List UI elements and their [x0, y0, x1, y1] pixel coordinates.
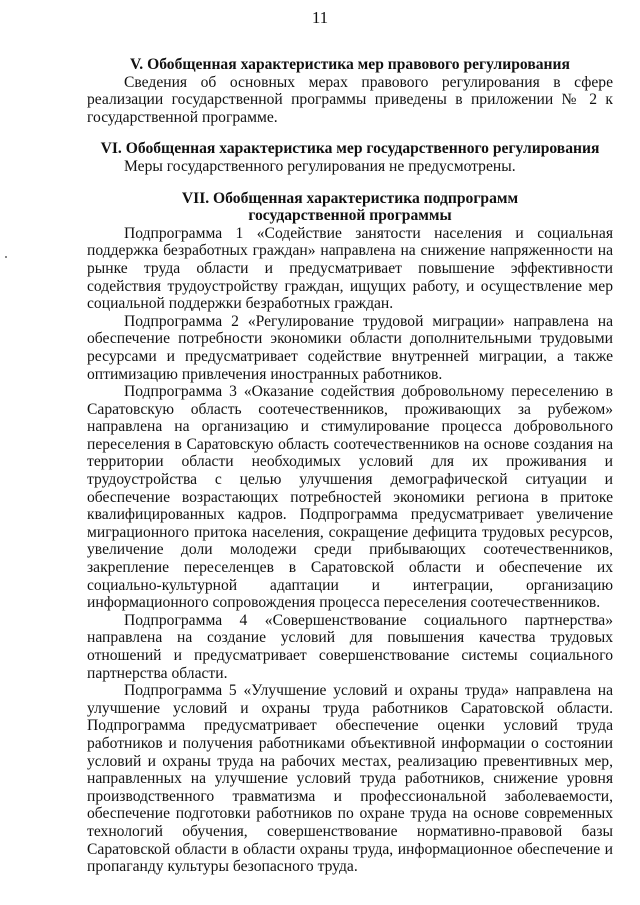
paragraph: Сведения об основных мерах правового регулирования в сфере реализации государственной программы приведены в приложении № 2 к государственной программе. [87, 73, 613, 126]
section-heading [87, 190, 613, 225]
paragraph: Меры государственного регулирования не предусмотрены. [124, 157, 516, 175]
section-heading [87, 56, 613, 74]
paragraph-subprogram-5: Подпрограмма 5 «Улучшение условий и охраны труда» направлена на улучшение условий и охраны труда работников Саратовской области. Подпрограмма предусматривает обеспечение оценки условий труда работников и получения работниками объективной информации о состоянии условий и охраны труда на рабочих местах, реализацию превентивных мер, направленных на улучшение условий труда работников, снижение уровня производственного травматизма и профессиональной заболеваемости, обеспечение подготовки работников по охране труда на основе современных технологий обучения, совершенствование нормативно-правовой базы Саратовской области в области охраны труда, информационное обеспечение и пропаганду культуры безопасного труда. [87, 682, 613, 876]
paragraph-subprogram-4: Подпрограмма 4 «Совершенствование социального партнерства» направлена на создание условий для повышения качества трудовых отношений и предусматривает совершенствование системы социального партнерства области. [87, 611, 613, 682]
heading-line: VI. Обобщенная характеристика мер государственного регулирования [100, 140, 600, 158]
heading-line: V. Обобщенная характеристика мер правового регулирования [130, 56, 570, 73]
paragraph-subprogram-2: Подпрограмма 2 «Регулирование трудовой миграции» направлена на обеспечение потребности экономики области дополнительными трудовыми ресурсами и предусматривает содействие внутренней миграции, а также оптимизацию привлечения иностранных работников. [87, 312, 613, 383]
section-state-regulation [87, 140, 613, 175]
section-subprograms [87, 190, 613, 876]
heading-line: VII. Обобщенная характеристика подпрограмм [181, 189, 519, 207]
section-heading [87, 140, 613, 158]
margin-speck [5, 256, 7, 258]
heading-line: государственной программы [248, 207, 452, 225]
page-number: 11 [311, 8, 329, 27]
section-legal-regulation [87, 56, 613, 126]
document-body [87, 56, 613, 890]
paragraph-subprogram-3: Подпрограмма 3 «Оказание содействия добровольному переселению в Саратовскую область соотечественников, проживающих за рубежом» направлена на организацию и стимулирование процесса добровольного переселения в Саратовскую область соотечественников на основе создания на территории области необходимых условий для их проживания и трудоустройства с целью улучшения демографической ситуации и обеспечение возрастающих потребностей экономики региона в притоке квалифицированных кадров. Подпрограмма предусматривает увеличение миграционного притока населения, сокращение дефицита трудовых ресурсов, увеличение доли молодежи среди прибывающих соотечественников, закрепление переселенцев в Саратовской области и обеспечение их социально-культурной адаптации и интеграции, организацию информационного сопровождения процесса переселения соотечественников. [87, 383, 613, 612]
paragraph-subprogram-1: Подпрограмма 1 «Содействие занятости населения и социальная поддержка безработных граждан» направлена на снижение напряженности на рынке труда области и предусматривает повышение эффективности содействия трудоустройству граждан, ищущих работу, и осуществление мер социальной поддержки безработных граждан. [87, 224, 613, 313]
